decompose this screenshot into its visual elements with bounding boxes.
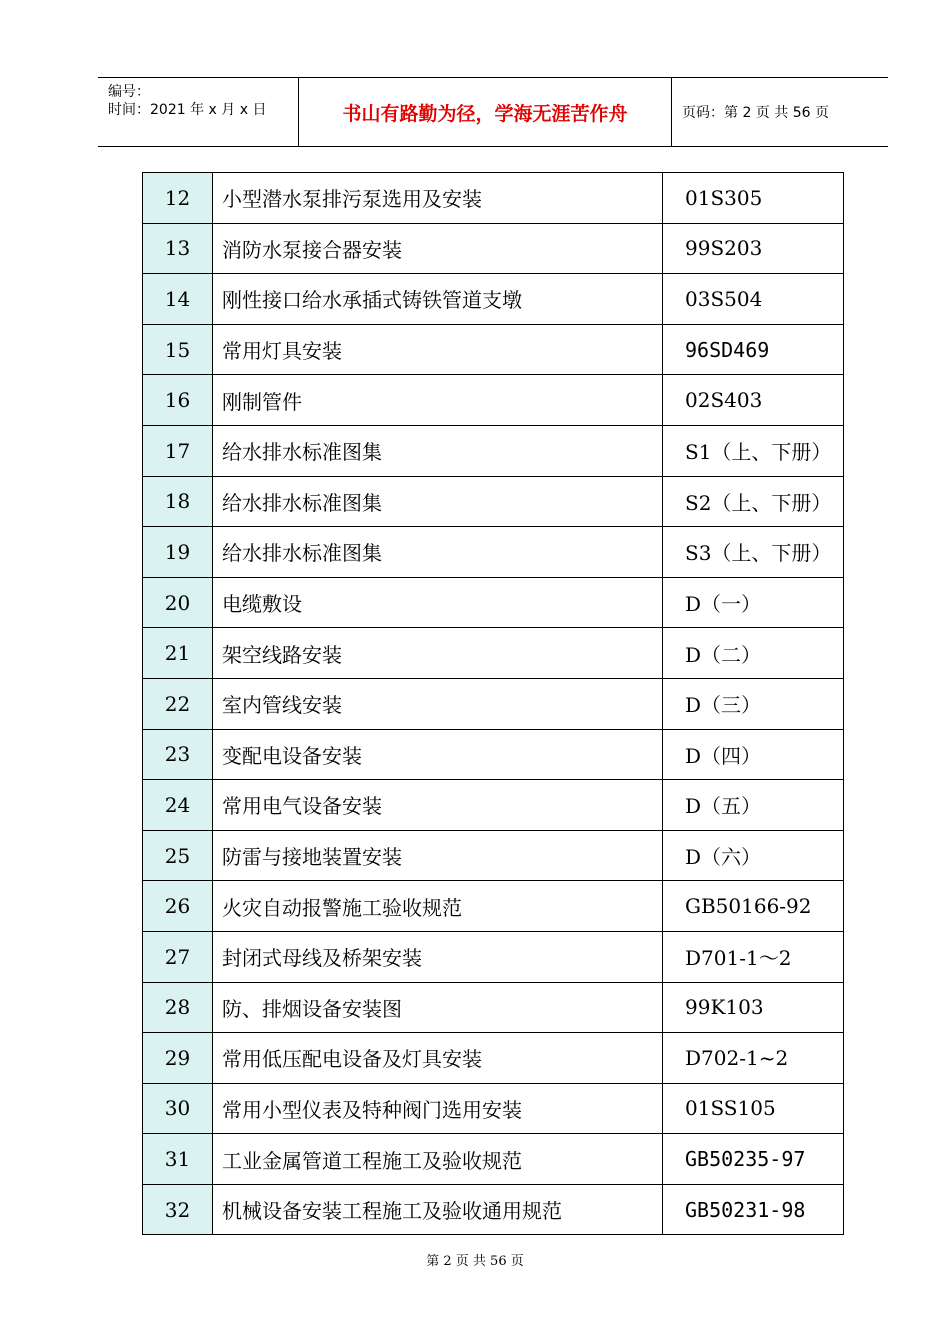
header-meta (98, 78, 298, 146)
row-number: 20 (143, 577, 213, 628)
table-row (143, 830, 844, 881)
table-row (143, 173, 844, 224)
table-row (143, 1033, 844, 1084)
header-page-info: 页码：第 2 页 共 56 页 (682, 105, 829, 121)
standard-code: D（三） (663, 678, 844, 729)
table-row (143, 678, 844, 729)
row-number: 17 (143, 425, 213, 476)
standard-code: S3（上、下册） (663, 527, 844, 578)
standards-table-body (143, 173, 844, 1235)
standard-code: GB50166-92 (663, 881, 844, 932)
document-number-label: 编号： (108, 84, 150, 100)
standard-name: 常用小型仪表及特种阀门选用安装 (213, 1083, 663, 1134)
row-number: 12 (143, 173, 213, 224)
row-number: 29 (143, 1033, 213, 1084)
standard-code: GB50235-97 (663, 1134, 844, 1185)
row-number: 18 (143, 476, 213, 527)
table-row (143, 881, 844, 932)
row-number: 23 (143, 729, 213, 780)
row-number: 25 (143, 830, 213, 881)
row-number: 24 (143, 780, 213, 831)
standard-code: D（二） (663, 628, 844, 679)
standard-name: 架空线路安装 (213, 628, 663, 679)
standard-code: 03S504 (663, 274, 844, 325)
table-row (143, 931, 844, 982)
table-row (143, 425, 844, 476)
standard-name: 防雷与接地装置安装 (213, 830, 663, 881)
standard-code: D701-1～2 (663, 931, 844, 982)
table-row (143, 223, 844, 274)
standard-name: 常用低压配电设备及灯具安装 (213, 1033, 663, 1084)
standard-name: 封闭式母线及桥架安装 (213, 931, 663, 982)
standard-name: 刚性接口给水承插式铸铁管道支墩 (213, 274, 663, 325)
page-footer: 第 2 页 共 56 页 (426, 1254, 524, 1269)
standard-name: 给水排水标准图集 (213, 425, 663, 476)
row-number: 13 (143, 223, 213, 274)
table-row (143, 780, 844, 831)
standard-code: D（五） (663, 780, 844, 831)
row-number: 27 (143, 931, 213, 982)
row-number: 15 (143, 324, 213, 375)
row-number: 19 (143, 527, 213, 578)
standard-name: 电缆敷设 (213, 577, 663, 628)
row-number: 30 (143, 1083, 213, 1134)
row-number: 16 (143, 375, 213, 426)
table-row (143, 1184, 844, 1235)
row-number: 31 (143, 1134, 213, 1185)
standard-name: 室内管线安装 (213, 678, 663, 729)
table-row (143, 324, 844, 375)
standard-code: S1（上、下册） (663, 425, 844, 476)
table-row (143, 274, 844, 325)
standard-name: 工业金属管道工程施工及验收规范 (213, 1134, 663, 1185)
standard-code: D（四） (663, 729, 844, 780)
standard-code: S2（上、下册） (663, 476, 844, 527)
table-row (143, 628, 844, 679)
standard-code: GB50231-98 (663, 1184, 844, 1235)
row-number: 32 (143, 1184, 213, 1235)
standard-name: 火灾自动报警施工验收规范 (213, 881, 663, 932)
standards-table (142, 172, 844, 1235)
standard-name: 刚制管件 (213, 375, 663, 426)
header-divider (671, 78, 672, 146)
standard-code: D702-1~2 (663, 1033, 844, 1084)
standard-code: D（六） (663, 830, 844, 881)
row-number: 14 (143, 274, 213, 325)
page-header (98, 77, 888, 147)
table-row (143, 1083, 844, 1134)
standard-code: 99K103 (663, 982, 844, 1033)
standard-name: 给水排水标准图集 (213, 527, 663, 578)
header-motto: 书山有路勤为径，学海无涯苦作舟 (342, 102, 628, 125)
table-row (143, 375, 844, 426)
standard-code: 01SS105 (663, 1083, 844, 1134)
table-row (143, 476, 844, 527)
table-row (143, 729, 844, 780)
standard-name: 常用灯具安装 (213, 324, 663, 375)
standard-name: 消防水泵接合器安装 (213, 223, 663, 274)
standard-code: 02S403 (663, 375, 844, 426)
standard-code: D（一） (663, 577, 844, 628)
standard-name: 防、排烟设备安装图 (213, 982, 663, 1033)
standard-name: 给水排水标准图集 (213, 476, 663, 527)
table-row (143, 527, 844, 578)
document-date: 时间：2021 年 x 月 x 日 (108, 102, 267, 118)
table-row (143, 577, 844, 628)
standard-name: 机械设备安装工程施工及验收通用规范 (213, 1184, 663, 1235)
standard-name: 变配电设备安装 (213, 729, 663, 780)
standard-code: 99S203 (663, 223, 844, 274)
standard-code: 01S305 (663, 173, 844, 224)
standard-name: 常用电气设备安装 (213, 780, 663, 831)
row-number: 21 (143, 628, 213, 679)
row-number: 26 (143, 881, 213, 932)
standard-code: 96SD469 (663, 324, 844, 375)
row-number: 22 (143, 678, 213, 729)
table-row (143, 982, 844, 1033)
standard-name: 小型潜水泵排污泵选用及安装 (213, 173, 663, 224)
table-row (143, 1134, 844, 1185)
row-number: 28 (143, 982, 213, 1033)
